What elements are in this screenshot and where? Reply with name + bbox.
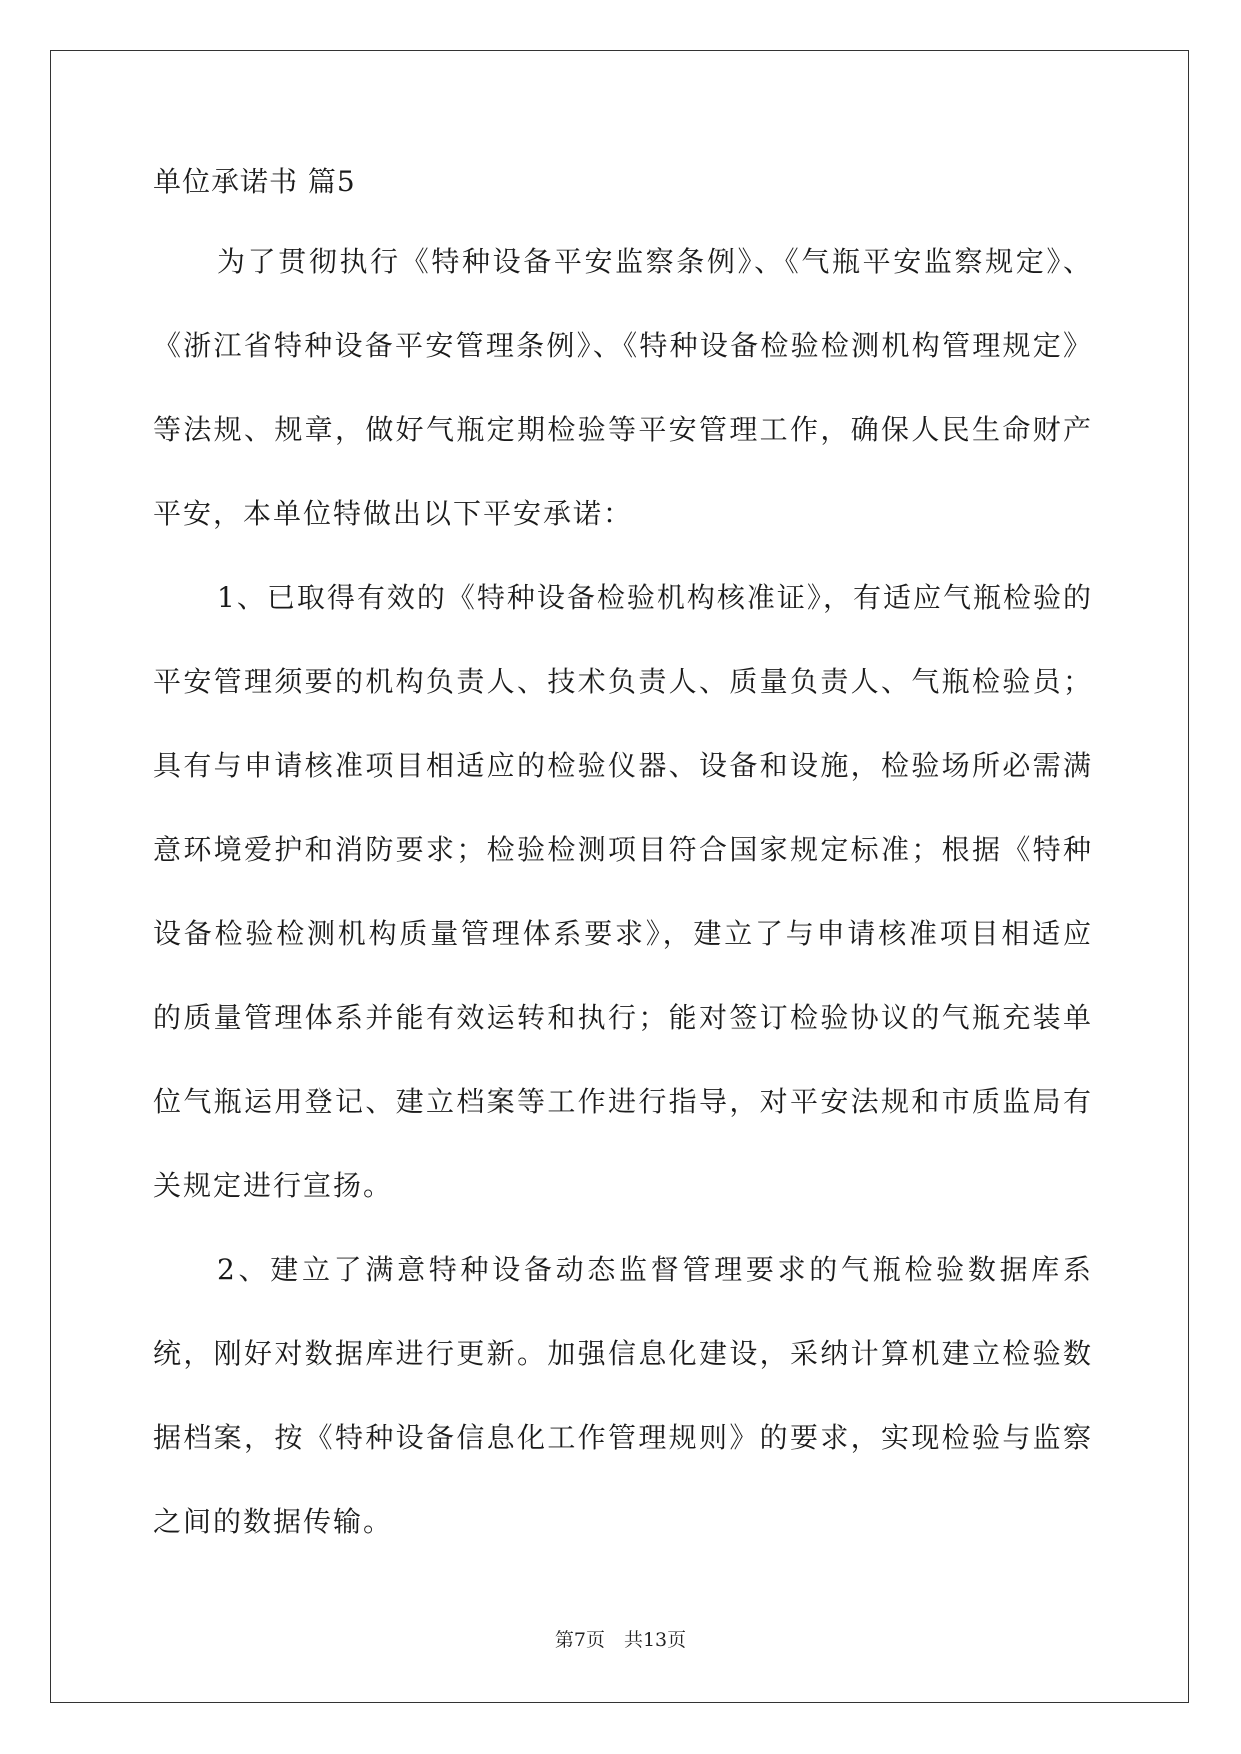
paragraph-intro: 为了贯彻执行《特种设备平安监察条例》、《气瓶平安监察规定》、《浙江省特种设备平安管理条例》、《特种设备检验检测机构管理规定》等法规、规章，做好气瓶定期检验等平安管理工作，确保人民生命财产平安，本单位特做出以下平安承诺： <box>153 245 1093 530</box>
paragraph-item-1: 1、已取得有效的《特种设备检验机构核准证》，有适应气瓶检验的平安管理须要的机构负责人、技术负责人、质量负责人、气瓶检验员；具有与申请核准项目相适应的检验仪器、设备和设施，检验场所必需满意环境爱护和消防要求；检验检测项目符合国家规定标准；根据《特种设备检验检测机构质量管理体系要求》，建立了与申请核准项目相适应的质量管理体系并能有效运转和执行；能对签订检验协议的气瓶充装单位气瓶运用登记、建立档案等工作进行指导，对平安法规和市质监局有关规定进行宣扬。 <box>153 581 1093 1202</box>
document-body <box>153 162 1093 1564</box>
document-heading: 单位承诺书 篇5 <box>153 165 356 198</box>
page-number: 第7页 共13页 <box>554 1629 687 1651</box>
paragraph-item-2: 2、建立了满意特种设备动态监督管理要求的气瓶检验数据库系统，刚好对数据库进行更新。加强信息化建设，采纳计算机建立检验数据档案，按《特种设备信息化工作管理规则》的要求，实现检验与监察之间的数据传输。 <box>153 1253 1093 1538</box>
